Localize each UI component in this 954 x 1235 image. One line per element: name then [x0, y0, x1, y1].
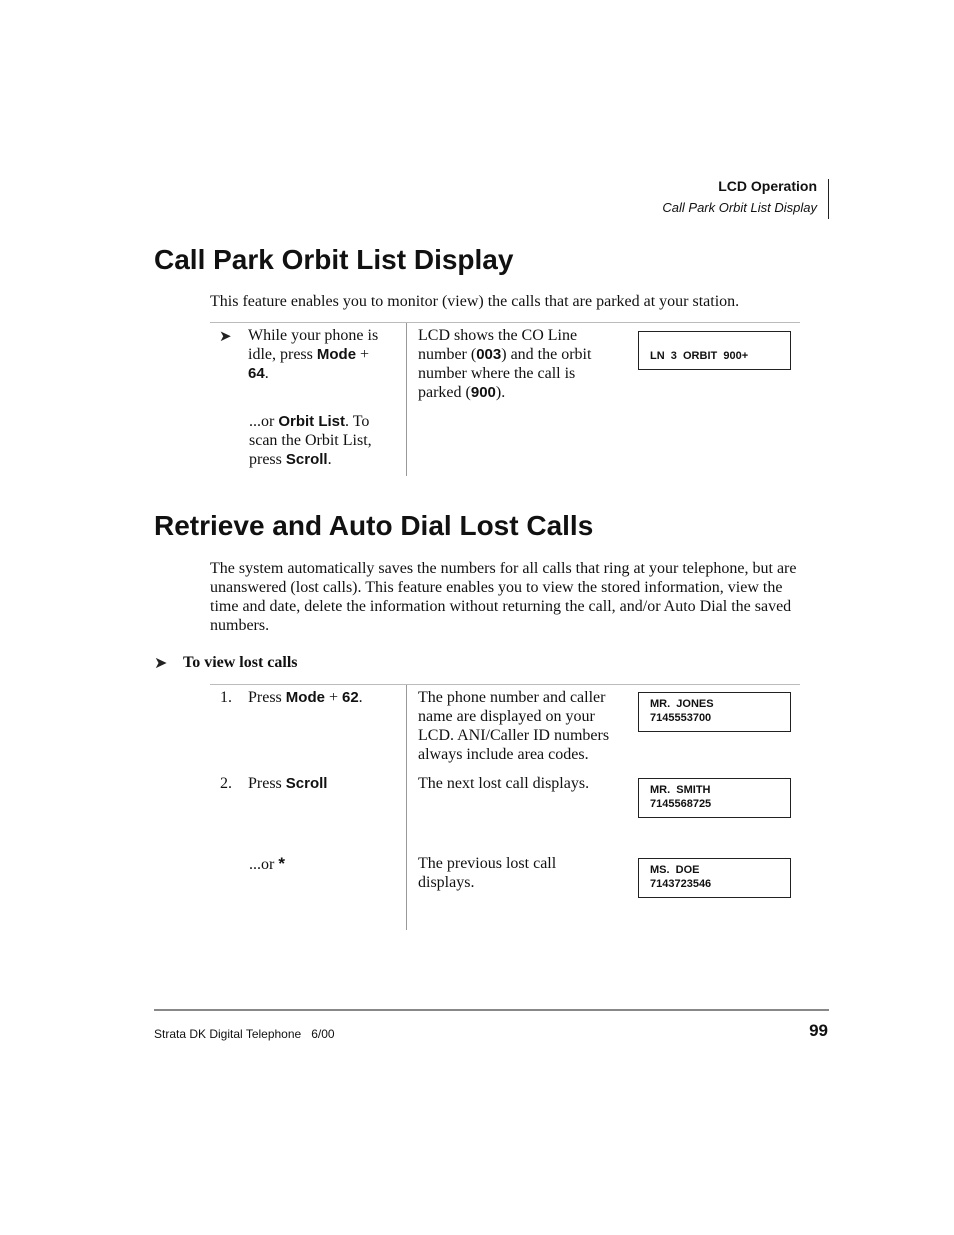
table-top-rule-2	[210, 684, 800, 685]
step-number: 2.	[220, 775, 232, 792]
key-mode: Mode	[285, 689, 325, 706]
key-mode: Mode	[316, 346, 357, 363]
key-scroll: Scroll	[285, 451, 328, 468]
lcd-display-jones: MR. JONES 7145553700	[638, 692, 791, 732]
section-title-lost-calls: Retrieve and Auto Dial Lost Calls	[154, 510, 594, 541]
step-description: The previous lost call displays.	[418, 855, 557, 891]
step-arrow-icon: ➤	[219, 327, 232, 345]
step-action: Press Scroll	[248, 775, 328, 792]
lcd-display-doe: MS. DOE 7143723546	[638, 858, 791, 898]
column-divider-2	[406, 685, 407, 930]
step-action: ...or *	[249, 854, 285, 873]
step-description: The next lost call displays.	[418, 775, 590, 792]
header-divider	[828, 179, 829, 219]
step-action: While your phone is idle, press Mode + 64.	[248, 327, 379, 382]
step-number: 1.	[220, 689, 232, 706]
step-alternative: ...or Orbit List. To scan the Orbit List, press Scroll.	[249, 413, 372, 468]
running-header-section: Call Park Orbit List Display	[662, 200, 817, 215]
lcd-display-orbit: LN 3 ORBIT 900+	[638, 331, 791, 370]
key-64: 64	[248, 365, 265, 382]
page-number: 99	[809, 1021, 828, 1040]
key-scroll: Scroll	[285, 775, 328, 792]
table-top-rule	[210, 322, 800, 323]
lcd-display-smith: MR. SMITH 7145568725	[638, 778, 791, 818]
section-intro-call-park: This feature enables you to monitor (view) the calls that are parked at your station.	[210, 293, 740, 310]
procedure-arrow-icon: ➤	[154, 653, 168, 672]
procedure-title: To view lost calls	[183, 654, 298, 671]
footer-doc-title: Strata DK Digital Telephone 6/00	[154, 1027, 335, 1041]
key-asterisk: *	[278, 854, 285, 873]
footer-rule	[154, 1009, 829, 1011]
key-62: 62	[341, 689, 359, 706]
step-action: Press Mode + 62.	[248, 689, 363, 706]
step-description: The phone number and caller name are displayed on your LCD. ANI/Caller ID numbers always include area codes.	[418, 689, 610, 763]
running-header-chapter: LCD Operation	[718, 178, 817, 194]
column-divider	[406, 323, 407, 476]
section-intro-lost-calls: The system automatically saves the numbers for all calls that ring at your telephone, but are unanswered (lost calls). This feature enables you to view the stored information, view the time and date, delete the information without returning the call, and/or Auto Dial the saved numbers.	[210, 560, 797, 634]
key-orbit-list: Orbit List	[278, 413, 345, 430]
section-title-call-park: Call Park Orbit List Display	[154, 244, 514, 275]
step-description: LCD shows the CO Line number (003) and the orbit number where the call is parked (900).	[418, 327, 592, 401]
